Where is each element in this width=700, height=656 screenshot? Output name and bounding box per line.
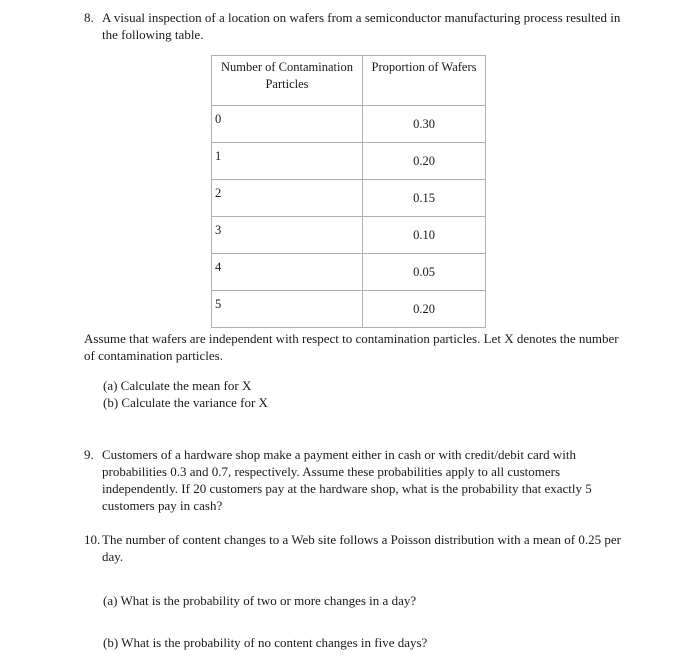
cell-proportion: 0.05 [363,254,486,291]
question-10-number: 10. [84,532,101,547]
question-10 [84,531,624,565]
cell-count: 2 [212,180,363,217]
question-9 [84,446,624,514]
table-header-row [212,56,486,106]
cell-count: 0 [212,106,363,143]
cell-count: 4 [212,254,363,291]
question-9-text: Customers of a hardware shop make a payment either in cash or with credit/debit card with probabilities 0.3 and 0.7, respectively. Assume these probabilities apply to all customers independently. If 20 customers pay at the hardware shop, what is the probability that exactly 5 customers pay in cash? [102,447,592,513]
question-9-number: 9. [84,447,94,462]
cell-count: 3 [212,217,363,254]
question-8-part-a: (a) Calculate the mean for X [103,378,252,393]
cell-count: 5 [212,291,363,328]
contamination-table [211,55,486,328]
cell-proportion: 0.10 [363,217,486,254]
question-8-number: 8. [84,10,94,25]
question-10-text: The number of content changes to a Web site follows a Poisson distribution with a mean of 0.25 per day. [102,532,621,564]
question-8 [84,9,624,43]
question-10-part-a: (a) What is the probability of two or more changes in a day? [103,593,417,608]
cell-proportion: 0.20 [363,291,486,328]
header-proportion: Proportion of Wafers [363,56,486,106]
table-row [212,180,486,217]
cell-proportion: 0.20 [363,143,486,180]
table-row [212,254,486,291]
table-row [212,106,486,143]
question-10-part-b: (b) What is the probability of no content changes in five days? [103,635,428,650]
table-row [212,143,486,180]
table-row [212,217,486,254]
header-particles: Number of Contamination Particles [212,56,363,106]
cell-proportion: 0.30 [363,106,486,143]
question-8-text: A visual inspection of a location on wafers from a semiconductor manufacturing process resulted in the following table. [102,10,621,42]
question-8-assumption: Assume that wafers are independent with respect to contamination particles. Let X denotes the number of contamination particles. [84,331,619,363]
cell-count: 1 [212,143,363,180]
question-8-part-b: (b) Calculate the variance for X [103,395,268,410]
cell-proportion: 0.15 [363,180,486,217]
table-row [212,291,486,328]
